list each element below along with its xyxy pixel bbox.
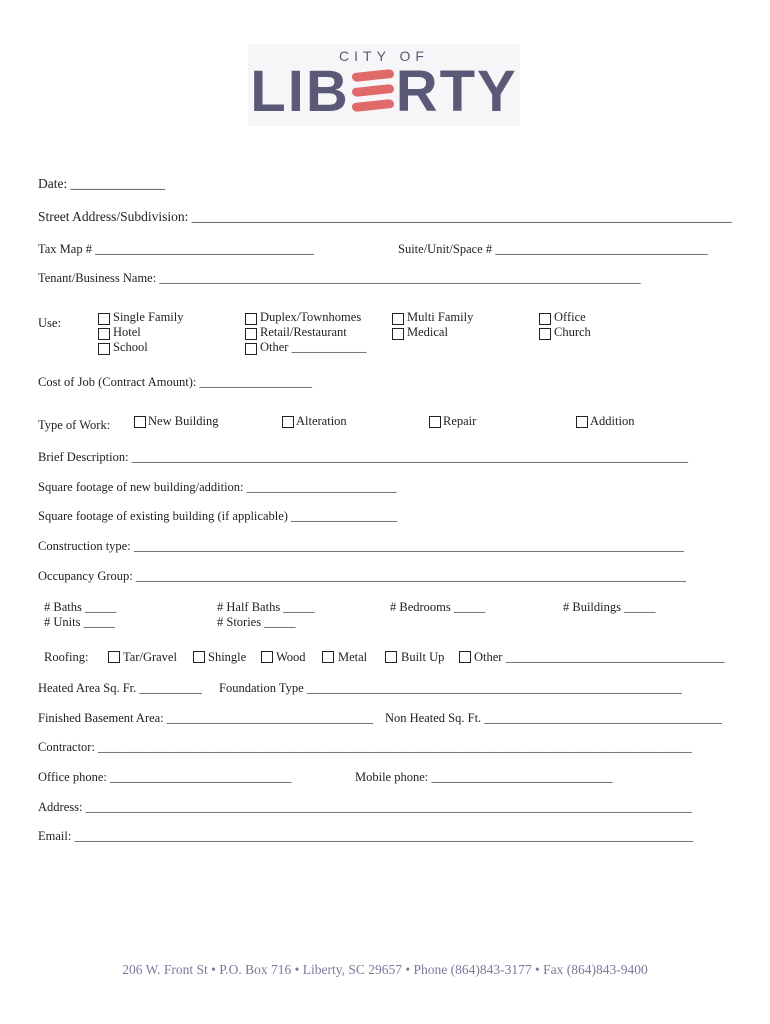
logo-word-left: LIB xyxy=(250,59,350,124)
school-label: School xyxy=(113,340,148,354)
church-label: Church xyxy=(554,325,591,339)
occupancy-group-field[interactable]: Occupancy Group: ________________________________________________________________________________________ xyxy=(38,569,686,583)
shingle-label: Shingle xyxy=(208,650,247,664)
multi-family-label: Multi Family xyxy=(407,310,474,324)
tax-map-field[interactable]: Tax Map # ___________________________________ xyxy=(38,242,314,256)
stories-field[interactable]: # Stories _____ xyxy=(217,615,296,629)
school-checkbox[interactable] xyxy=(98,343,110,355)
built-up-label: Built Up xyxy=(401,650,445,664)
office-phone-field[interactable]: Office phone: _____________________________ xyxy=(38,770,292,784)
hotel-checkbox[interactable] xyxy=(98,328,110,340)
wood-checkbox[interactable] xyxy=(261,651,273,663)
new-building-label: New Building xyxy=(148,414,219,428)
mobile-phone-field[interactable]: Mobile phone: _____________________________ xyxy=(355,770,613,784)
baths-field[interactable]: # Baths _____ xyxy=(44,600,117,614)
office-checkbox[interactable] xyxy=(539,313,551,325)
metal-checkbox[interactable] xyxy=(322,651,334,663)
finished-basement-field[interactable]: Finished Basement Area: _________________________________ xyxy=(38,711,374,725)
other-roofing-label[interactable]: Other ___________________________________ xyxy=(474,650,725,664)
other-use-checkbox[interactable] xyxy=(245,343,257,355)
duplex-label: Duplex/Townhomes xyxy=(260,310,362,324)
other-use-label[interactable]: Other ____________ xyxy=(260,340,367,354)
suite-field[interactable]: Suite/Unit/Space # __________________________________ xyxy=(398,242,708,256)
multi-family-checkbox[interactable] xyxy=(392,313,404,325)
email-field[interactable]: Email: ___________________________________________________________________________________________________ xyxy=(38,829,694,843)
non-heated-field[interactable]: Non Heated Sq. Ft. ______________________________________ xyxy=(385,711,722,725)
bedrooms-field[interactable]: # Bedrooms _____ xyxy=(390,600,486,614)
tar-gravel-label: Tar/Gravel xyxy=(123,650,177,664)
heated-area-field[interactable]: Heated Area Sq. Fr. __________ xyxy=(38,681,202,695)
retail-label: Retail/Restaurant xyxy=(260,325,347,339)
foundation-type-field[interactable]: Foundation Type ____________________________________________________________ xyxy=(219,681,682,695)
office-label: Office xyxy=(554,310,586,324)
city-of-liberty-logo xyxy=(248,44,520,126)
logo-word-right: RTY xyxy=(395,59,518,124)
half-baths-field[interactable]: # Half Baths _____ xyxy=(217,600,315,614)
hotel-label: Hotel xyxy=(113,325,141,339)
tenant-business-field[interactable]: Tenant/Business Name: _____________________________________________________________________________ xyxy=(38,271,641,285)
footer-contact-info: 206 W. Front St • P.O. Box 716 • Liberty, SC 29657 • Phone (864)843-3177 • Fax (864)843-9400 xyxy=(122,962,648,977)
shingle-checkbox[interactable] xyxy=(193,651,205,663)
contractor-field[interactable]: Contractor: _______________________________________________________________________________________________ xyxy=(38,740,692,754)
new-building-checkbox[interactable] xyxy=(134,416,146,428)
tar-gravel-checkbox[interactable] xyxy=(108,651,120,663)
retail-checkbox[interactable] xyxy=(245,328,257,340)
addition-checkbox[interactable] xyxy=(576,416,588,428)
alteration-checkbox[interactable] xyxy=(282,416,294,428)
church-checkbox[interactable] xyxy=(539,328,551,340)
address-field[interactable]: Address: _________________________________________________________________________________________________ xyxy=(38,800,692,814)
sqft-new-field[interactable]: Square footage of new building/addition: ________________________ xyxy=(38,480,397,494)
wood-label: Wood xyxy=(276,650,306,664)
cost-of-job-field[interactable]: Cost of Job (Contract Amount): __________________ xyxy=(38,375,312,389)
other-roofing-checkbox[interactable] xyxy=(459,651,471,663)
repair-label: Repair xyxy=(443,414,477,428)
date-field[interactable]: Date: ______________ xyxy=(38,176,166,191)
logo-wordmark xyxy=(248,59,520,124)
buildings-field[interactable]: # Buildings _____ xyxy=(563,600,656,614)
sqft-existing-field[interactable]: Square footage of existing building (if applicable) _________________ xyxy=(38,509,398,523)
built-up-checkbox[interactable] xyxy=(385,651,397,663)
brief-description-field[interactable]: Brief Description: _________________________________________________________________________________________ xyxy=(38,450,688,464)
alteration-label: Alteration xyxy=(296,414,347,428)
metal-label: Metal xyxy=(338,650,368,664)
roofing-label: Roofing: xyxy=(44,650,89,664)
logo-city-of: CITY OF xyxy=(339,48,429,64)
duplex-checkbox[interactable] xyxy=(245,313,257,325)
medical-label: Medical xyxy=(407,325,448,339)
use-label: Use: xyxy=(38,316,61,330)
street-address-field[interactable]: Street Address/Subdivision: ________________________________________________________________________________ xyxy=(38,209,732,224)
construction-type-field[interactable]: Construction type: ________________________________________________________________________________________ xyxy=(38,539,684,553)
repair-checkbox[interactable] xyxy=(429,416,441,428)
single-family-checkbox[interactable] xyxy=(98,313,110,325)
medical-checkbox[interactable] xyxy=(392,328,404,340)
single-family-label: Single Family xyxy=(113,310,184,324)
flag-stripes-icon xyxy=(352,67,394,117)
addition-label: Addition xyxy=(590,414,635,428)
type-of-work-label: Type of Work: xyxy=(38,418,111,432)
units-field[interactable]: # Units _____ xyxy=(44,615,115,629)
